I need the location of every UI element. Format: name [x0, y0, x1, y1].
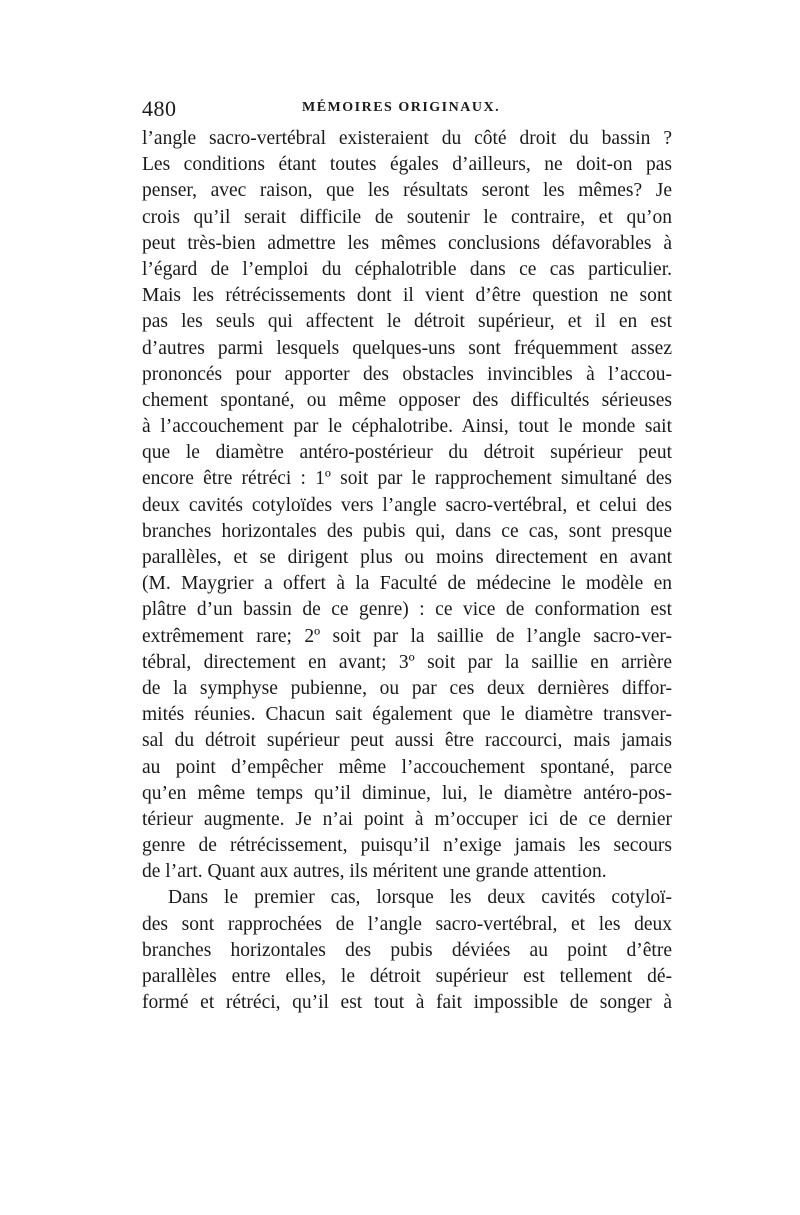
- text-line: branches horizontales des pubis qui, dans ce cas, sont presque: [142, 520, 672, 542]
- text-line: sal du détroit supérieur peut aussi être raccourci, mais jamais: [142, 730, 672, 752]
- text-line: Mais les rétrécissements dont il vient d’être question ne sont: [142, 285, 672, 307]
- text-line: extrêmement rare; 2º soit par la saillie de l’angle sacro-ver-: [142, 625, 672, 647]
- text-line: encore être rétréci : 1º soit par le rapprochement simultané des: [142, 468, 672, 490]
- running-head: [142, 96, 672, 124]
- text-line: plâtre d’un bassin de ce genre) : ce vice de conformation est: [142, 599, 672, 621]
- text-line: tébral, directement en avant; 3º soit par la saillie en arrière: [142, 651, 672, 673]
- text-line: prononcés pour apporter des obstacles invincibles à l’accou-: [142, 363, 672, 385]
- text-line: Les conditions étant toutes égales d’ailleurs, ne doit-on pas: [142, 154, 672, 176]
- text-line: genre de rétrécissement, puisqu’il n’exige jamais les secours: [142, 835, 672, 857]
- text-line: pas les seuls qui affectent le détroit supérieur, et il en est: [142, 311, 672, 333]
- text-line: de la symphyse pubienne, ou par ces deux dernières diffor-: [142, 677, 672, 699]
- text-line: crois qu’il serait difficile de soutenir le contraire, et qu’on: [142, 206, 672, 228]
- text-line: que le diamètre antéro-postérieur du détroit supérieur peut: [142, 442, 672, 464]
- text-line: formé et rétréci, qu’il est tout à fait impossible de songer à: [142, 992, 672, 1014]
- text-line: des sont rapprochées de l’angle sacro-vertébral, et les deux: [142, 913, 672, 935]
- text-line: l’angle sacro-vertébral existeraient du côté droit du bassin ?: [142, 128, 672, 149]
- text-line: chement spontané, ou même opposer des difficultés sérieuses: [142, 389, 672, 411]
- body-text: [142, 126, 672, 1016]
- text-line: térieur augmente. Je n’ai point à m’occuper ici de ce dernier: [142, 808, 672, 830]
- page-number: 480: [142, 96, 177, 121]
- text-line: qu’en même temps qu’il diminue, lui, le diamètre antéro-pos-: [142, 782, 672, 804]
- text-line: au point d’empêcher même l’accouchement spontané, parce: [142, 756, 672, 778]
- text-line: mités réunies. Chacun sait également que le diamètre transver-: [142, 704, 672, 726]
- text-line: à l’accouchement par le céphalotribe. Ainsi, tout le monde sait: [142, 416, 672, 438]
- text-line: (M. Maygrier a offert à la Faculté de médecine le modèle en: [142, 573, 672, 595]
- text-line: d’autres parmi lesquels quelques-uns sont fréquemment assez: [142, 337, 672, 359]
- running-title: MÉMOIRES ORIGINAUX.: [302, 100, 501, 115]
- text-line: parallèles, et se dirigent plus ou moins directement en avant: [142, 547, 672, 568]
- text-line: parallèles entre elles, le détroit supérieur est tellement dé-: [142, 966, 672, 987]
- text-line: Dans le premier cas, lorsque les deux cavités cotyloï-: [168, 887, 672, 909]
- text-line: l’égard de l’emploi du céphalotrible dans ce cas particulier.: [142, 258, 672, 280]
- text-line: peut très-bien admettre les mêmes conclusions défavorables à: [142, 232, 672, 254]
- text-line: de l’art. Quant aux autres, ils méritent une grande attention.: [142, 861, 607, 883]
- text-line: deux cavités cotyloïdes vers l’angle sacro-vertébral, et celui des: [142, 494, 672, 516]
- text-line: penser, avec raison, que les résultats seront les mêmes? Je: [142, 180, 672, 202]
- text-line: branches horizontales des pubis déviées au point d’être: [142, 939, 672, 961]
